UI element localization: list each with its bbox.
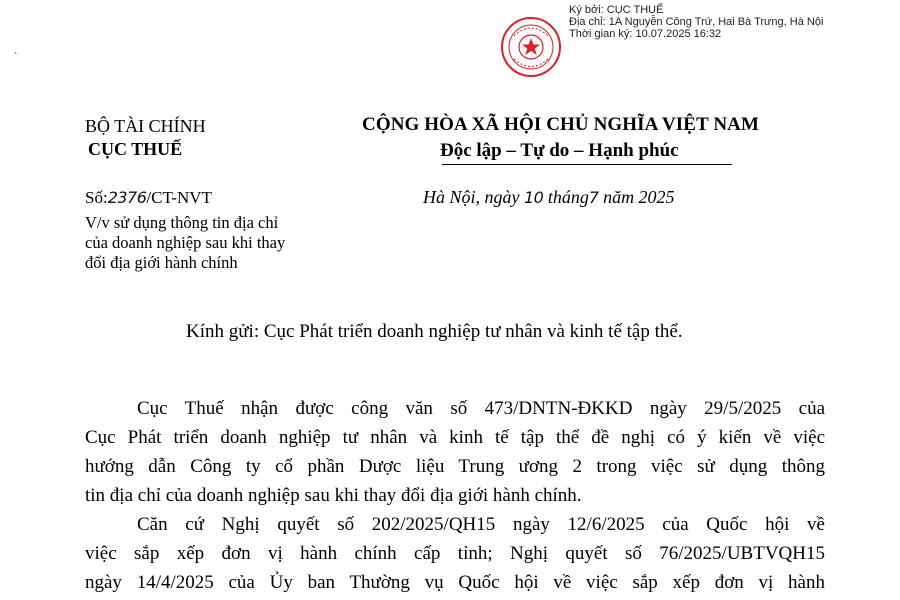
body-paragraph-2 (85, 510, 825, 597)
handwritten-number: 2376 (107, 188, 147, 207)
signed-time: Thời gian ký: 10.07.2025 16:32 (569, 28, 722, 40)
stray-mark: ` (14, 52, 18, 63)
paragraph-line: Căn cứ Nghị quyết số 202/2025/QH15 ngày 12/6/2025 của Quốc hội về (137, 514, 825, 535)
paragraph-line: tin địa chỉ của doanh nghiệp sau khi thay đổi địa giới hành chính. (85, 485, 582, 506)
handwritten-month: 7 (588, 188, 599, 207)
recipient-line: Kính gửi: Cục Phát triển doanh nghiệp tư nhân và kinh tế tập thể. (186, 321, 683, 342)
issuing-organization: CỤC THUẾ (88, 139, 183, 159)
date-prefix: Hà Nội, ngày (423, 187, 520, 207)
national-title: CỘNG HÒA XÃ HỘI CHỦ NGHĨA VIỆT NAM (362, 114, 759, 135)
year-text: năm 2025 (603, 187, 675, 207)
parent-organization: BỘ TÀI CHÍNH (85, 116, 206, 136)
official-seal-icon (500, 16, 562, 78)
subject-line: V/v sử dụng thông tin địa chỉ (85, 213, 279, 232)
signed-by: Ký bởi: CỤC THUẾ (569, 4, 664, 16)
signature-info (569, 4, 823, 40)
document-number (85, 188, 212, 208)
body-paragraph-1 (85, 394, 825, 510)
handwritten-day: 10 (524, 188, 544, 207)
paragraph-line: Cục Thuế nhận được công văn số 473/DNTN-ĐKKD ngày 29/5/2025 của (137, 398, 825, 419)
subject-line: đổi địa giới hành chính (85, 253, 238, 272)
national-motto: Độc lập – Tự do – Hạnh phúc (440, 140, 679, 161)
document-number-suffix: /CT-NVT (146, 188, 212, 207)
paragraph-line: hướng dẫn Công ty cổ phần Dược liệu Trung ương 2 trong việc sử dụng thông (85, 456, 825, 477)
document-number-prefix: Số: (85, 188, 108, 207)
paragraph-line: việc sắp xếp đơn vị hành chính cấp tỉnh; Nghị quyết số 76/2025/UBTVQH15 (85, 543, 825, 564)
paragraph-line: ngày 14/4/2025 của Ủy ban Thường vụ Quốc hội về việc sắp xếp đơn vị hành (85, 572, 825, 593)
month-label: tháng (547, 187, 589, 207)
signer-address: Địa chỉ: 1A Nguyễn Công Trứ, Hai Bà Trưng, Hà Nội (569, 16, 824, 28)
subject-line: của doanh nghiệp sau khi thay (85, 233, 286, 252)
document-subject (85, 213, 285, 273)
paragraph-line: Cục Phát triển doanh nghiệp tư nhân và kinh tế tập thể đề nghị có ý kiến về việc (85, 427, 825, 448)
issue-date (423, 187, 675, 208)
motto-underline (442, 164, 732, 165)
